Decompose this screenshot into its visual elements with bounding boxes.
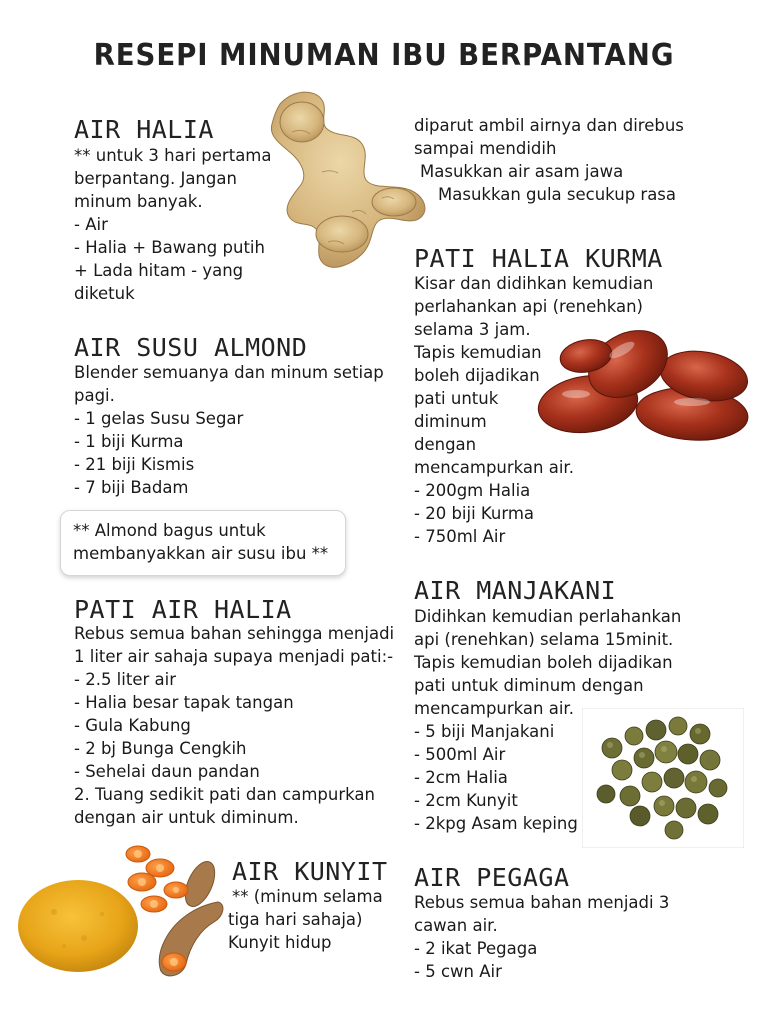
text-line: dengan air untuk diminum. (74, 808, 299, 827)
text-line: 2. Tuang sedikit pati dan campurkan (74, 785, 375, 804)
almond-note-text (73, 519, 328, 565)
text-line: + Lada hitam - yang (74, 261, 244, 280)
text-line: - Gula Kabung (74, 716, 191, 735)
text-line: pati untuk diminum dengan (414, 676, 644, 695)
page-title: RESEPI MINUMAN IBU BERPANTANG (93, 38, 675, 73)
text-line: diminum (414, 412, 487, 431)
text-line: - 20 biji Kurma (414, 504, 535, 523)
air-halia-body (74, 144, 271, 305)
text-line: diketuk (74, 284, 135, 303)
text-line: - 2cm Halia (414, 768, 508, 787)
text-line: Kunyit hidup (228, 933, 332, 952)
text-line: - 2cm Kunyit (414, 791, 518, 810)
text-line: - Halia + Bawang putih (74, 238, 265, 257)
text-line: pagi. (74, 386, 115, 405)
text-line: - 200gm Halia (414, 481, 531, 500)
text-line: diparut ambil airnya dan direbus (414, 116, 684, 135)
text-line: - 7 biji Badam (74, 478, 189, 497)
text-line: - 2.5 liter air (74, 670, 176, 689)
text-line: membanyakkan air susu ibu ** (73, 544, 329, 563)
air-susu-almond-body (74, 361, 384, 499)
text-line: Rebus semua bahan menjadi 3 (414, 893, 670, 912)
air-susu-almond-heading: AIR SUSU ALMOND (74, 333, 308, 362)
text-line: - Halia besar tapak tangan (74, 693, 294, 712)
text-line: - 1 biji Kurma (74, 432, 184, 451)
text-line: perlahankan api (renehkan) (414, 297, 643, 316)
text-line: ** untuk 3 hari pertama (74, 146, 272, 165)
text-line: ** (minum selama (232, 887, 383, 906)
air-halia-heading: AIR HALIA (74, 115, 214, 144)
text-line: - 5 cwn Air (414, 962, 502, 981)
text-line: Tapis kemudian (414, 343, 542, 362)
turmeric-image (14, 842, 230, 984)
text-line: Blender semuanya dan minum setiap (74, 363, 384, 382)
text-line: mencampurkan air. (414, 699, 574, 718)
text-line: pati untuk (414, 389, 499, 408)
text-line: Tapis kemudian boleh dijadikan (414, 653, 673, 672)
text-line: - 2 bj Bunga Cengkih (74, 739, 247, 758)
text-line: cawan air. (414, 916, 498, 935)
air-halia-continued (414, 114, 684, 206)
text-line: - Air (74, 215, 108, 234)
text-line: selama 3 jam. (414, 320, 531, 339)
manjakani-image (582, 708, 744, 848)
text-line: Didihkan kemudian perlahankan (414, 607, 682, 626)
text-line: - 500ml Air (414, 745, 506, 764)
air-pegaga-body (414, 891, 669, 983)
text-line: mencampurkan air. (414, 458, 574, 477)
air-pegaga-heading: AIR PEGAGA (414, 863, 570, 892)
text-line: - 2kpg Asam keping (414, 814, 578, 833)
air-manjakani-heading: AIR MANJAKANI (414, 576, 617, 605)
text-line: - Sehelai daun pandan (74, 762, 260, 781)
text-line: dengan (414, 435, 477, 454)
ginger-root-image (262, 82, 434, 278)
air-kunyit-heading: AIR KUNYIT (232, 857, 388, 886)
air-kunyit-body (228, 885, 383, 954)
text-line: minum banyak. (74, 192, 203, 211)
text-line: berpantang. Jangan (74, 169, 237, 188)
text-line: api (renehkan) selama 15minit. (414, 630, 674, 649)
dates-image (532, 316, 752, 448)
text-line: Masukkan gula secukup rasa (438, 185, 677, 204)
almond-note-box (60, 510, 346, 576)
text-line: Masukkan air asam jawa (420, 162, 624, 181)
text-line: tiga hari sahaja) (228, 910, 363, 929)
text-line: - 750ml Air (414, 527, 506, 546)
text-line: Kisar dan didihkan kemudian (414, 274, 654, 293)
text-line: - 21 biji Kismis (74, 455, 195, 474)
pati-air-halia-heading: PATI AIR HALIA (74, 595, 292, 624)
pati-halia-kurma-heading: PATI HALIA KURMA (414, 244, 663, 273)
text-line: Rebus semua bahan sehingga menjadi (74, 624, 395, 643)
text-line: - 5 biji Manjakani (414, 722, 555, 741)
text-line: 1 liter air sahaja supaya menjadi pati:- (74, 647, 394, 666)
text-line: - 1 gelas Susu Segar (74, 409, 244, 428)
text-line: ** Almond bagus untuk (73, 521, 266, 540)
text-line: - 2 ikat Pegaga (414, 939, 538, 958)
text-line: sampai mendidih (414, 139, 557, 158)
pati-air-halia-body (74, 622, 394, 829)
text-line: boleh dijadikan (414, 366, 540, 385)
